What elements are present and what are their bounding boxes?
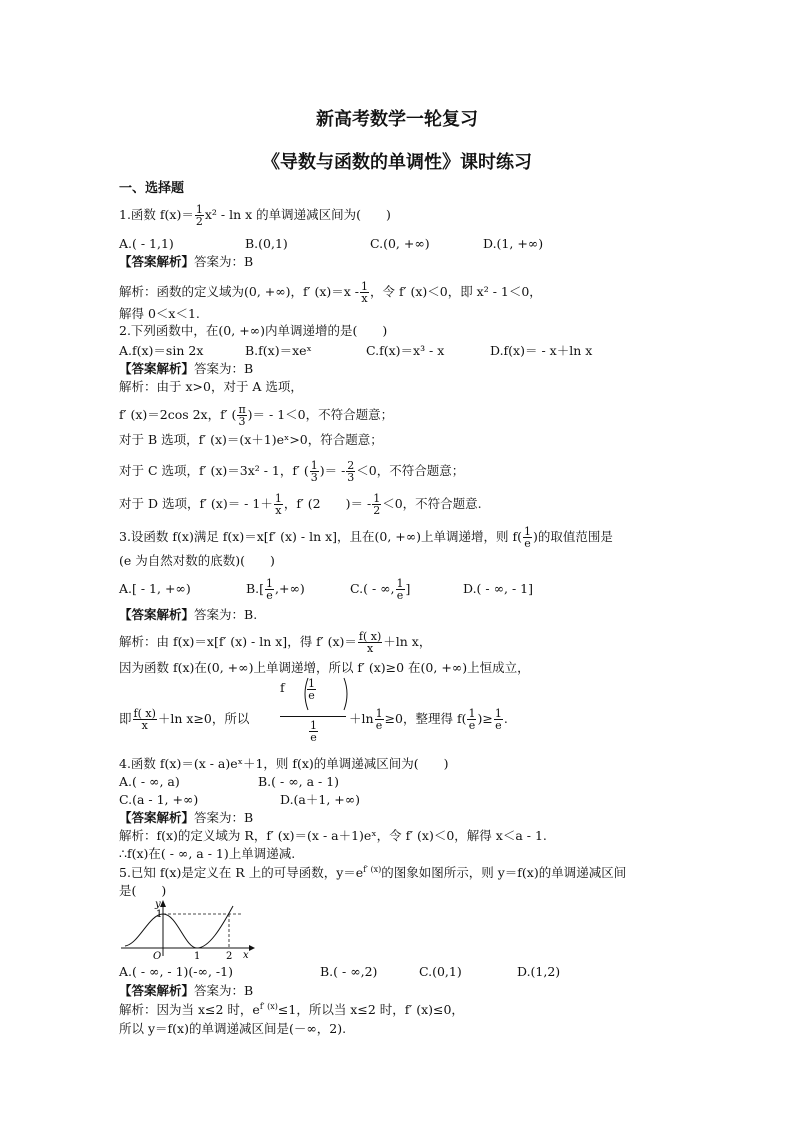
q1-option-c: C.(0, +∞) [370,236,430,251]
q5-solution-1: 解析：因为当 x≤2 时，$e^{f' (x)}\le 1$，所以当 x≤2 时，f′ (x)≤0， [119,1001,464,1017]
q1-option-b: B.(0,1) [245,236,288,251]
q3-solution-2: 因为函数 f(x)在(0, +∞)上单调递增，所以 f′ (x)≥0 在(0, +∞)上恒成立， [119,660,530,675]
page-title: 新高考数学一轮复习 [316,109,478,130]
q3-stem-2: (e 为自然对数的底数)( ) [119,553,275,568]
q3-option-d: D.( - ∞, - 1] [463,581,533,596]
q2-solution-1: 解析：由于 x>0，对于 A 选项， [119,379,303,394]
q5-answer: 【答案解析】答案为：B [119,983,254,998]
y-axis-arrow [160,900,166,907]
q2-option-b: B.f(x)＝xeˣ [245,343,312,358]
q4-option-c: C.(a - 1, +∞) [119,792,199,807]
q3-option-b: B.[ $\frac{1}{e}$ ,+∞) [246,577,305,602]
q4-option-a: A.( - ∞, a) [119,774,180,789]
q3-answer: 【答案解析】答案为：B. [119,607,258,622]
q5-option-d: D.(1,2) [517,964,561,979]
q2-option-d: D.f(x)＝ - x＋ln x [490,343,593,358]
q4-stem: 4.函数 f(x)＝(x - a)eˣ＋1，则 f(x)的单调递减区间为( ) [119,756,449,771]
q1-stem: 1.函数 f(x)＝ $\frac{1}{2}$ x² - ln x 的单调递减区间为( ) [119,203,391,228]
q1-solution-1: 解析：函数的定义域为(0, +∞)，f′ (x)＝x - $\frac{1}{x}$ ，令 f′ (x)＜0，即 x² - 1＜0， [119,280,542,305]
q4-solution-2: ∴f(x)在( - ∞, a - 1)上单调递减. [119,846,296,861]
q2-answer: 【答案解析】答案为：B [119,361,254,376]
q4-option-d: D.(a＋1, +∞) [280,792,361,807]
curve [125,906,233,948]
x-axis-arrow [249,945,255,951]
q5-solution-2: 所以 y＝f(x)的单调递减区间是(－∞，2). [119,1021,347,1036]
q1-frac: $\frac{1}{2}$ [195,203,203,228]
q5-option-c: C.(0,1) [419,964,462,979]
q2-solution-4: 对于 C 选项，f′ (x)＝3x² - 1，f′ ( $\frac{1}{3}$ )＝ - $\frac{2}{3}$ ＜0，不符合题意； [119,459,465,484]
q2-solution-5: 对于 D 选项，f′ (x)＝ - 1＋ $\frac{1}{x}$ ，f′ (2 )＝ - $\frac{1}{2}$ ＜0，不符合题意. [119,492,482,517]
graph-label-1x: 1 [194,951,201,962]
q1-solution-2: 解得 0＜x＜1. [119,306,200,321]
page-subtitle: 《导数与函数的单调性》课时练习 [262,152,532,173]
q5-option-b: B.( - ∞,2) [320,964,378,979]
q3-solution-3b: ＋ln $\frac{1}{e}$ ≥0，整理得 f( $\frac{1}{e}$ )≥ $\frac{1}{e}$ . [349,707,508,732]
graph-label-x: x [243,950,249,961]
q5-stem-2: 是( ) [119,883,167,898]
q3-big-inner-frac: $\frac{1}{e}$ [308,677,315,702]
q4-option-b: B.( - ∞, a - 1) [258,774,340,789]
q5-stem-1: 5.已知 f(x)是定义在 R 上的可导函数，$y=e^{f' (x)}$的图象如图所示，则 y＝f(x)的单调递减区间 [119,864,627,880]
q2-option-a: A.f(x)＝sin 2x [119,343,204,358]
q3-option-c: C.( - ∞, $\frac{1}{e}$ ] [350,577,411,602]
q3-stem-1: 3.设函数 f(x)满足 f(x)＝x[f′ (x) - ln x]，且在(0, +∞)上单调递增，则 f( $\frac{1}{e}$ )的取值范围是 [119,525,613,550]
q2-solution-2: f′ (x)＝2cos 2x，f′ ( $\frac{\pi}{3}$ )＝ - 1＜0，不符合题意； [119,403,394,428]
q1-option-d: D.(1, +∞) [483,236,544,251]
q1-answer: 【答案解析】答案为：B [119,254,254,269]
q3-big-denominator: $\frac{1}{e}$ [310,719,317,744]
section-heading: 一、选择题 [119,181,185,196]
graph-label-2x: 2 [226,951,233,962]
q3-big-numerator: f [280,680,285,695]
q3-option-a: A.[ - 1, +∞) [119,581,191,596]
q2-stem: 2.下列函数中，在(0, +∞)内单调递增的是( ) [119,323,388,338]
graph-label-1y: 1 [156,909,163,920]
q1-option-a: A.( - 1,1) [119,236,174,251]
q3-solution-3a: 即 $\frac{f( x)}{x}$ ＋ln x≥0，所以 [119,707,250,732]
q4-answer: 【答案解析】答案为：B [119,810,254,825]
q4-solution-1: 解析：f(x)的定义域为 R，f′ (x)＝(x - a＋1)eˣ，令 f′ (x)＜0，解得 x＜a - 1. [119,828,547,843]
q2-solution-3: 对于 B 选项，f′ (x)＝(x＋1)eˣ>0，符合题意； [119,432,383,447]
graph-label-y: y [155,899,161,910]
q3-big-frac-line [280,716,346,717]
graph-label-o: O [153,951,162,962]
q3-solution-1: 解析：由 f(x)＝x[f′ (x) - ln x]，得 f′ (x)＝ $\frac{f( x)}{x}$ ＋ln x， [119,630,432,655]
q5-graph [117,898,257,962]
q2-option-c: C.f(x)＝x³ - x [366,343,445,358]
q5-option-a: A.( - ∞, - 1)(-∞, -1) [119,964,233,979]
